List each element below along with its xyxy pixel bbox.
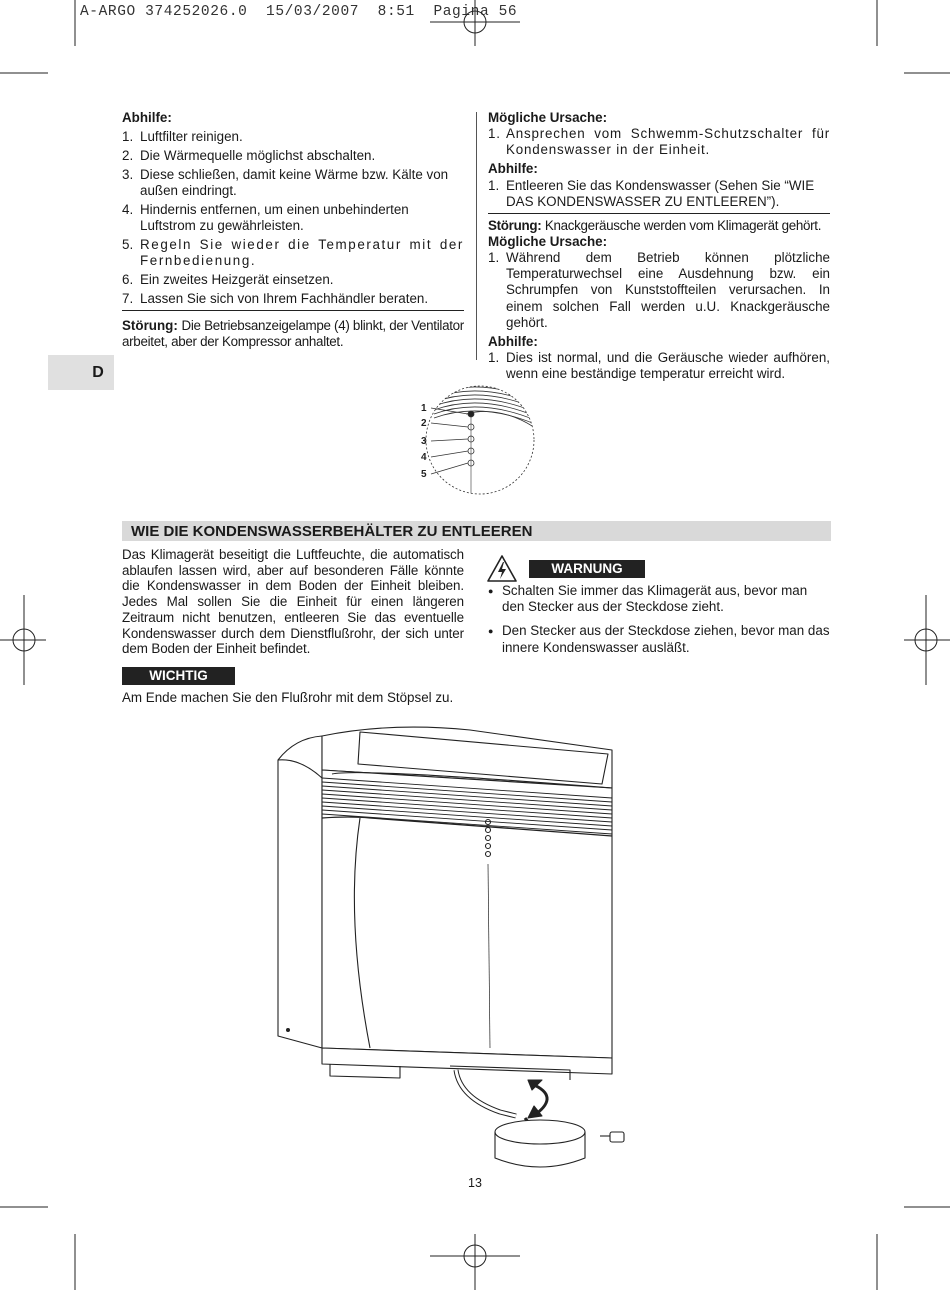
remedy-steps-list — [122, 129, 464, 307]
warning-bullet — [488, 583, 833, 615]
remedy-list — [488, 178, 830, 210]
cause-heading: Mögliche Ursache: — [488, 110, 608, 125]
fault-text: Die Betriebsanzeigelampe (4) blinkt, der Ventilator arbeitet, aber der Kompressor anhaltet. — [122, 318, 464, 350]
section-heading: WIE DIE KONDENSWASSERBEHÄLTER ZU ENTLEEREN — [122, 521, 831, 541]
remedy-heading: Abhilfe: — [122, 110, 172, 125]
cause-item — [488, 126, 830, 158]
item-number: 1. — [488, 349, 500, 365]
step-number: 7. — [122, 291, 134, 307]
air-conditioner-drain-illustration — [270, 718, 650, 1178]
important-text: Am Ende machen Sie den Flußrohr mit dem Stöpsel zu. — [122, 690, 454, 705]
remedy-step — [122, 148, 464, 164]
lamp-label: 4 — [421, 452, 427, 463]
step-text: Luftfilter reinigen. — [140, 129, 243, 145]
important-label: WICHTIG — [122, 667, 235, 685]
page-number: 13 — [468, 1176, 482, 1190]
step-number: 6. — [122, 272, 134, 288]
step-text: Ein zweites Heizgerät einsetzen. — [140, 272, 334, 288]
step-text: Diese schließen, damit keine Wärme bzw. Kälte von außen eindringt. — [140, 166, 449, 199]
bullet-text: Schalten Sie immer das Klimagerät aus, bevor man den Stecker aus der Steckdose zieht. — [502, 583, 808, 615]
item-text: Während dem Betrieb können plötzliche Temperaturwechsel eine Ausdehnung bzw. ein Schrumpfen von Kunststoffteilen verursachen. In einem solchen Fall werden u.U. Knackgeräusche gehört. — [506, 250, 830, 330]
fault-text: Knackgeräusche werden vom Klimagerät gehört. — [544, 217, 822, 233]
remedy-step — [122, 237, 464, 269]
lamp-label: 5 — [421, 469, 427, 480]
cause-list — [488, 250, 830, 331]
item-number: 1. — [488, 126, 501, 142]
item-text: Dies ist normal, und die Geräusche wieder aufhören, wenn eine beständige temperatur erreicht wird. — [506, 349, 830, 382]
bullet-dot: ● — [488, 586, 494, 596]
fault-paragraph — [488, 213, 830, 234]
indicator-lamps-diagram — [414, 374, 540, 504]
right-column — [488, 110, 830, 385]
warning-bullet — [488, 623, 833, 655]
step-number: 4. — [122, 202, 134, 218]
item-text: Ansprechen vom Schwemm-Schutzschalter für Kondenswasser in der Einheit. — [506, 126, 830, 158]
step-number: 5. — [122, 237, 134, 253]
fault-paragraph — [122, 310, 464, 350]
warning-label: WARNUNG — [529, 560, 645, 578]
item-number: 1. — [488, 177, 500, 193]
step-number: 1. — [122, 129, 134, 145]
step-text: Regeln Sie wieder die Temperatur mit der Fernbedienung. — [140, 237, 464, 269]
lamp-label: 3 — [421, 436, 427, 447]
cause-list — [488, 126, 830, 158]
language-tab: D — [48, 355, 114, 390]
remedy-step — [122, 129, 464, 145]
cause-item — [488, 250, 830, 331]
bullet-dot: ● — [488, 626, 494, 637]
left-column — [122, 110, 464, 350]
fault-label: Störung: — [122, 318, 178, 334]
step-text: Lassen Sie sich von Ihrem Fachhändler beraten. — [140, 291, 429, 307]
column-divider — [476, 112, 477, 360]
step-number: 3. — [122, 166, 134, 182]
lamp-label: 1 — [421, 403, 427, 414]
remedy-step — [122, 202, 464, 234]
bullet-text: Den Stecker aus der Steckdose ziehen, bevor man das innere Kondenswasser ausläßt. — [502, 623, 830, 655]
cause-heading: Mögliche Ursache: — [488, 233, 608, 249]
remedy-heading: Abhilfe: — [488, 333, 538, 349]
remedy-step — [122, 291, 464, 307]
remedy-step — [122, 272, 464, 288]
warning-bullet-list — [488, 583, 833, 664]
step-text: Die Wärmequelle möglichst abschalten. — [140, 148, 376, 164]
electric-hazard-icon — [486, 554, 518, 584]
item-number: 1. — [488, 250, 500, 265]
step-number: 2. — [122, 148, 134, 164]
indicator-lamps-drawing — [414, 374, 540, 504]
item-text: Entleeren Sie das Kondenswasser (Sehen Sie “WIE DAS KONDENSWASSER ZU ENTLEEREN”). — [506, 177, 815, 209]
print-header-line: A-ARGO 374252026.0 15/03/2007 8:51 Pagina 56 — [80, 4, 518, 20]
section-intro: Das Klimagerät beseitigt die Luftfeuchte, die automatisch ablaufen lassen wird, aber auf besonderen Fälle könnte die Kondenswasser in dem Boden der Einheit bleiben. Jedes Mal sollen Sie die Einheit für einen längeren Zeitraum nicht benutzen, entleeren Sie das eventuelle Kondenswasser durch dem Dienstflußrohr, der sich unter dem Boden der Einheit befindet. — [122, 547, 464, 657]
remedy-step — [122, 167, 464, 199]
step-text: Hindernis entfernen, um einen unbehinderten Luftstrom zu gewährleisten. — [140, 202, 409, 234]
remedy-heading: Abhilfe: — [488, 161, 538, 177]
fault-label: Störung: — [488, 217, 542, 233]
lamp-label: 2 — [421, 418, 427, 429]
remedy-item — [488, 178, 830, 210]
